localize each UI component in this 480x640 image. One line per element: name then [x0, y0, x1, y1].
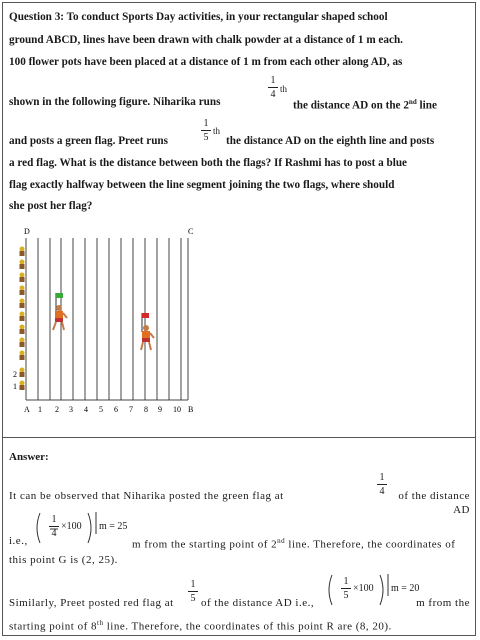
fraction-suffix: th	[213, 126, 221, 136]
flower-pot-icon	[20, 312, 25, 322]
fraction-suffix: th	[280, 84, 288, 94]
runner-green-flag	[53, 293, 67, 330]
x-tick-3: 3	[69, 405, 73, 414]
expression-result: m = 25	[99, 521, 128, 532]
answer-line-1-part-a: It can be observed that Niharika posted the green flag at	[9, 490, 284, 502]
flower-pot-icon	[20, 325, 25, 335]
x-tick-9: 9	[158, 405, 162, 414]
question-line-7: flag exactly halfway between the line segment joining the two flags, where should	[9, 179, 395, 191]
question-line-3: 100 flower pots have been placed at a distance of 1 m from each other along AD, as	[9, 56, 403, 68]
fraction-bar	[341, 588, 351, 589]
answer-ie-label: i.e.,	[9, 535, 28, 547]
corner-label-d: D	[24, 227, 30, 236]
x-tick-2: 2	[55, 405, 59, 414]
answer-line-4-middle: of the distance AD i.e.,	[201, 597, 315, 609]
flower-pot-icon	[20, 260, 25, 270]
fraction-bar	[377, 484, 387, 485]
flower-pot-icon	[20, 247, 25, 257]
runner-red-flag	[141, 313, 154, 350]
x-tick-5: 5	[99, 405, 103, 414]
flower-pot-icon	[20, 273, 25, 283]
flower-pot-icon	[20, 351, 25, 361]
ground-lines	[26, 238, 188, 400]
answer-line-5-part-b: line. Therefore, the coordinates of this point R are (8, 20).	[106, 620, 392, 633]
x-tick-6: 6	[114, 405, 118, 414]
expression-result: m = 20	[391, 583, 420, 594]
answer-line-5-part-a: starting point of 8	[9, 620, 98, 633]
fraction-denominator: 4	[270, 89, 276, 100]
flower-pots	[20, 247, 25, 391]
flower-pot-icon	[20, 299, 25, 309]
expression-multiply: ×100	[353, 583, 374, 594]
answer-fraction-one-fifth	[188, 579, 198, 604]
fraction-numerator: 1	[190, 579, 196, 590]
corner-label-a: A	[24, 405, 30, 414]
answer-line-5	[9, 616, 470, 634]
x-tick-1: 1	[38, 405, 42, 414]
ordinal-suffix: nd	[277, 537, 286, 545]
ordinal-suffix: nd	[408, 98, 417, 106]
answer-line-2-rest	[132, 534, 470, 552]
fraction-numerator: 1	[270, 75, 276, 86]
x-tick-labels	[38, 405, 181, 414]
pot-label-1: 1	[13, 382, 17, 391]
x-tick-7: 7	[129, 405, 133, 414]
question-line-4-part-a: shown in the following figure. Niharika runs	[9, 96, 221, 108]
answer-line-2-part-c: line. Therefore, the coordinates of	[288, 538, 456, 551]
green-flag-icon	[56, 293, 63, 298]
answer-line-4-part-a: Similarly, Preet posted red flag at	[9, 597, 174, 609]
fraction-denominator: 5	[343, 590, 349, 601]
expression-multiply: ×100	[61, 521, 82, 532]
x-tick-10: 10	[173, 405, 181, 414]
x-tick-4: 4	[84, 405, 88, 414]
corner-label-c: C	[188, 227, 194, 236]
question-line-5-part-a: and posts a green flag. Preet runs	[9, 135, 169, 147]
answer-line-1-rest: of the distance AD	[398, 490, 470, 516]
answer-line-4-rest: m from the	[416, 597, 470, 609]
fraction-bar	[49, 526, 59, 527]
question-line-4-part-b: the distance AD on the 2	[293, 99, 409, 112]
answer-line-2-part-b: m from the starting point of 2	[132, 538, 278, 551]
fraction-numerator: 1	[51, 514, 57, 525]
fraction-numerator: 1	[379, 472, 385, 483]
expression-fraction	[49, 514, 59, 539]
question-line-4-part-c: line	[419, 99, 437, 112]
fraction-denominator: 5	[190, 593, 196, 604]
flower-pot-icon	[20, 368, 25, 378]
flower-pot-icon	[20, 286, 25, 296]
answer-heading: Answer:	[9, 451, 49, 463]
ordinal-suffix: th	[97, 619, 104, 627]
fraction-bar	[188, 591, 198, 592]
question-line-5-rest: the distance AD on the eighth line and posts	[226, 135, 435, 147]
answer-line-3: this point G is (2, 25).	[9, 554, 118, 566]
fraction-numerator: 1	[203, 118, 209, 129]
answer-fraction-one-fourth	[377, 472, 387, 497]
red-flag-icon	[142, 313, 149, 318]
fraction-denominator: 4	[379, 486, 385, 497]
question-line-8: she post her flag?	[9, 200, 93, 212]
question-line-2: ground ABCD, lines have been drawn with chalk powder at a distance of 1 m each.	[9, 34, 403, 46]
corner-label-b: B	[188, 405, 194, 414]
fraction-numerator: 1	[343, 576, 349, 587]
flower-pot-icon	[20, 381, 25, 391]
pot-label-2: 2	[13, 370, 17, 379]
x-tick-8: 8	[144, 405, 148, 414]
fraction-denominator: 5	[203, 132, 209, 143]
fraction-denominator: 4	[51, 528, 57, 539]
flower-pot-icon	[20, 338, 25, 348]
expression-fraction	[341, 576, 351, 601]
question-line-1: Question 3: To conduct Sports Day activities, in your rectangular shaped school	[9, 11, 388, 23]
question-line-6: a red flag. What is the distance between both the flags? If Rashmi has to post a blue	[9, 157, 408, 169]
